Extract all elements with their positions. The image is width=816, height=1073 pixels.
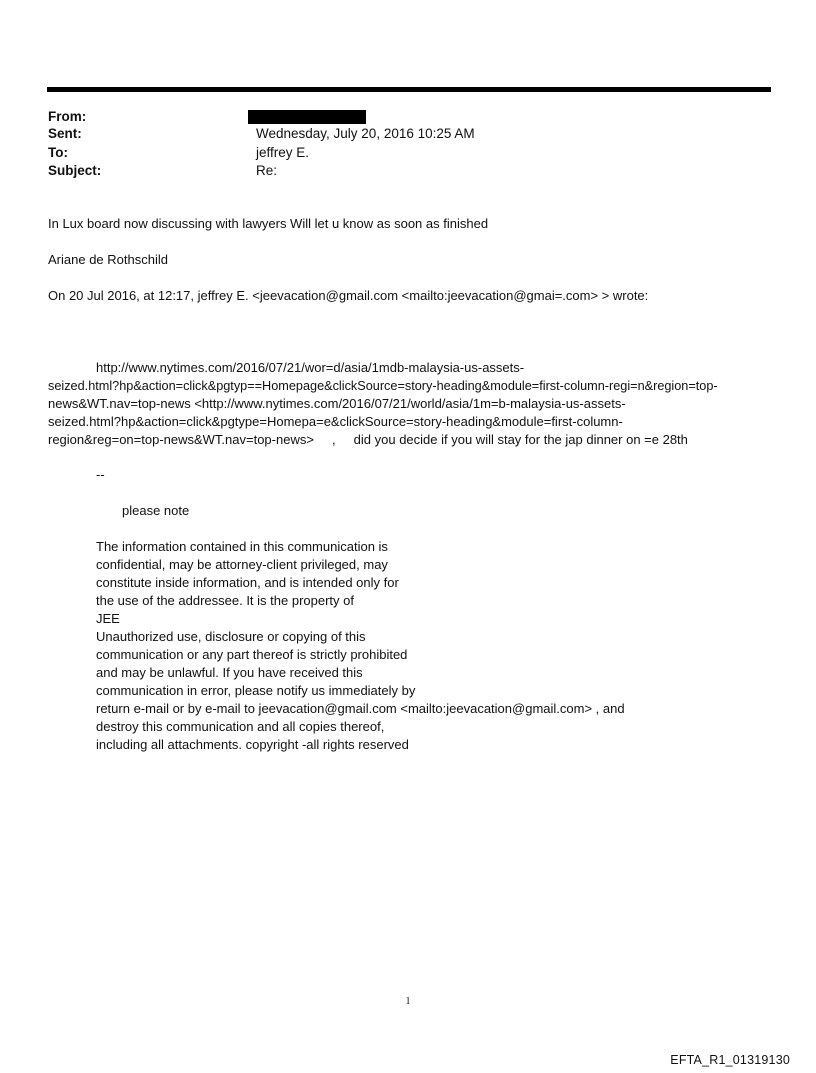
to-label: To: [48, 145, 68, 160]
sent-label: Sent: [48, 126, 82, 141]
subject-label: Subject: [48, 163, 102, 178]
redacted-sender-block [248, 110, 366, 124]
to-value: jeffrey E. [256, 145, 310, 160]
header-rule [47, 87, 771, 92]
disclaimer-line: constitute inside information, and is intended only for [96, 575, 399, 590]
message-text: In Lux board now discussing with lawyers Will let u know as soon as finished [48, 216, 489, 231]
please-note: please note [122, 503, 190, 518]
disclaimer-line: JEE [96, 611, 120, 626]
from-label: From: [48, 109, 87, 124]
disclaimer-line: and may be unlawful. If you have received this [96, 665, 363, 680]
signature-name: Ariane de Rothschild [48, 252, 168, 267]
document-id: EFTA_R1_01319130 [670, 1053, 790, 1067]
disclaimer-line: The information contained in this communication is [96, 539, 388, 554]
quoted-line: news&WT.nav=top-news <http://www.nytimes.com/2016/07/21/world/asia/1m=b-malaysia-us-assets- [48, 396, 626, 411]
disclaimer-line: communication in error, please notify us immediately by [96, 683, 416, 698]
disclaimer-line: the use of the addressee. It is the property of [96, 593, 354, 608]
quoted-line: seized.html?hp&action=click&pgtype=Homepa=e&clickSource=story-heading&module=first-column- [48, 414, 623, 429]
signature-separator: -- [96, 467, 105, 482]
quoted-line: http://www.nytimes.com/2016/07/21/wor=d/asia/1mdb-malaysia-us-assets- [96, 360, 525, 375]
disclaimer-line: destroy this communication and all copies thereof, [96, 719, 385, 734]
disclaimer-line: return e-mail or by e-mail to jeevacation@gmail.com <mailto:jeevacation@gmail.com> , and [96, 701, 625, 716]
disclaimer-line: communication or any part thereof is strictly prohibited [96, 647, 408, 662]
subject-value: Re: [256, 163, 278, 178]
disclaimer-line: confidential, may be attorney-client privileged, may [96, 557, 388, 572]
quoted-line: seized.html?hp&action=click&pgtyp==Homepage&clickSource=story-heading&module=first-column-regi=n&region=top- [48, 379, 718, 393]
sent-value: Wednesday, July 20, 2016 10:25 AM [256, 126, 475, 141]
quote-intro: On 20 Jul 2016, at 12:17, jeffrey E. <jeevacation@gmail.com <mailto:jeevacation@gmai=.com> > wrote: [48, 288, 649, 303]
quoted-line: region&reg=on=top-news&WT.nav=top-news> , did you decide if you will stay for the jap dinner on =e 28th [48, 432, 688, 447]
page-number: 1 [405, 996, 411, 1007]
disclaimer-line: including all attachments. copyright -all rights reserved [96, 737, 409, 752]
disclaimer-line: Unauthorized use, disclosure or copying of this [96, 629, 366, 644]
